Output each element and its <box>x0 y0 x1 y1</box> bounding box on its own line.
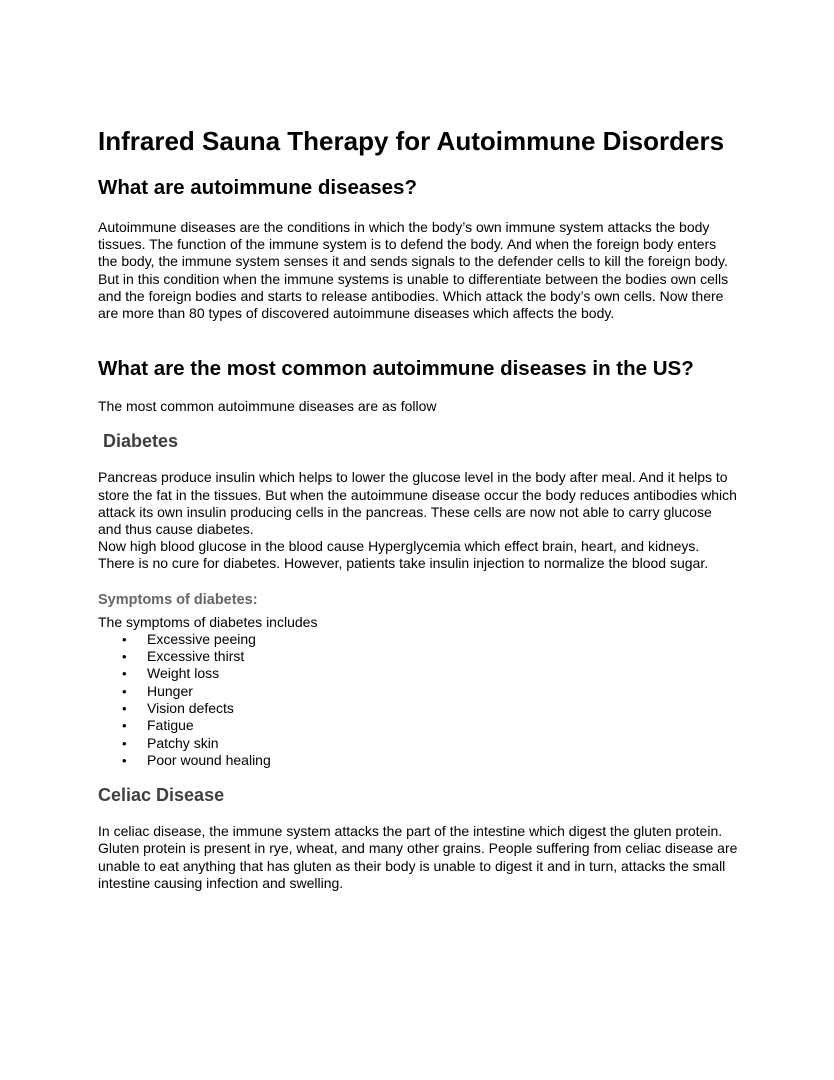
symptoms-heading: Symptoms of diabetes: <box>98 591 258 608</box>
symptom-label: Hunger <box>147 682 193 699</box>
bullet-icon: • <box>122 683 127 699</box>
list-item <box>98 631 738 648</box>
bullet-icon: • <box>122 718 127 734</box>
paragraph-diabetes-1: Pancreas produce insulin which helps to lower the glucose level in the body after meal. And it helps to store the fat in the tissues. But when the autoimmune disease occur the body reduces antibodies which attack its own insulin producing cells in the pancreas. These cells are now not able to carry glucose and thus cause diabetes. <box>98 469 737 538</box>
subheading-celiac: Celiac Disease <box>98 785 225 806</box>
bullet-icon: • <box>122 631 127 647</box>
symptom-label: Vision defects <box>147 700 234 717</box>
bullet-icon: • <box>122 701 127 717</box>
list-item <box>98 648 738 665</box>
symptom-label: Poor wound healing <box>147 751 271 768</box>
bullet-icon: • <box>122 752 127 768</box>
bullet-icon: • <box>122 735 127 751</box>
paragraph-common-intro: The most common autoimmune diseases are as follow <box>98 398 437 415</box>
paragraph-celiac: In celiac disease, the immune system attacks the part of the intestine which digest the gluten protein. Gluten protein is present in rye, wheat, and many other grains. People suffering from celiac disease are unable to eat anything that has gluten as their body is unable to digest it and in turn, attacks the small intestine causing infection and swelling. <box>98 823 738 891</box>
subheading-diabetes: Diabetes <box>103 431 179 452</box>
paragraph-autoimmune-definition: Autoimmune diseases are the conditions in which the body’s own immune system attacks the body tissues. The function of the immune system is to defend the body. And when the foreign body enters the body, the immune system senses it and sends signals to the defender cells to kill the foreign body. But in this condition when the immune systems is unable to differentiate between the bodies own cells and the foreign bodies and starts to release antibodies. Which attack the body’s own cells. Now there are more than 80 types of discovered autoimmune diseases which affects the body. <box>98 219 729 322</box>
list-item <box>98 717 738 734</box>
list-item <box>98 683 738 700</box>
symptom-label: Excessive peeing <box>147 630 256 647</box>
section-heading-common-diseases: What are the most common autoimmune diseases in the US? <box>98 357 694 381</box>
list-item <box>98 735 738 752</box>
page-title: Infrared Sauna Therapy for Autoimmune Disorders <box>98 126 725 156</box>
paragraph-diabetes-2: Now high blood glucose in the blood cause Hyperglycemia which effect brain, heart, and kidneys. <box>98 538 700 555</box>
symptoms-intro: The symptoms of diabetes includes <box>98 613 318 630</box>
symptom-label: Fatigue <box>147 717 194 734</box>
list-item <box>98 752 738 769</box>
section-heading-autoimmune: What are autoimmune diseases? <box>98 176 417 199</box>
list-item <box>98 700 738 717</box>
document-page <box>98 126 738 892</box>
bullet-icon: • <box>122 666 127 682</box>
paragraph-diabetes-3: There is no cure for diabetes. However, patients take insulin injection to normalize the blood sugar. <box>98 555 709 572</box>
bullet-icon: • <box>122 649 127 665</box>
symptoms-list <box>98 631 738 769</box>
symptom-label: Patchy skin <box>147 734 219 751</box>
symptom-label: Excessive thirst <box>147 648 245 665</box>
symptom-label: Weight loss <box>147 665 220 682</box>
list-item <box>98 665 738 682</box>
